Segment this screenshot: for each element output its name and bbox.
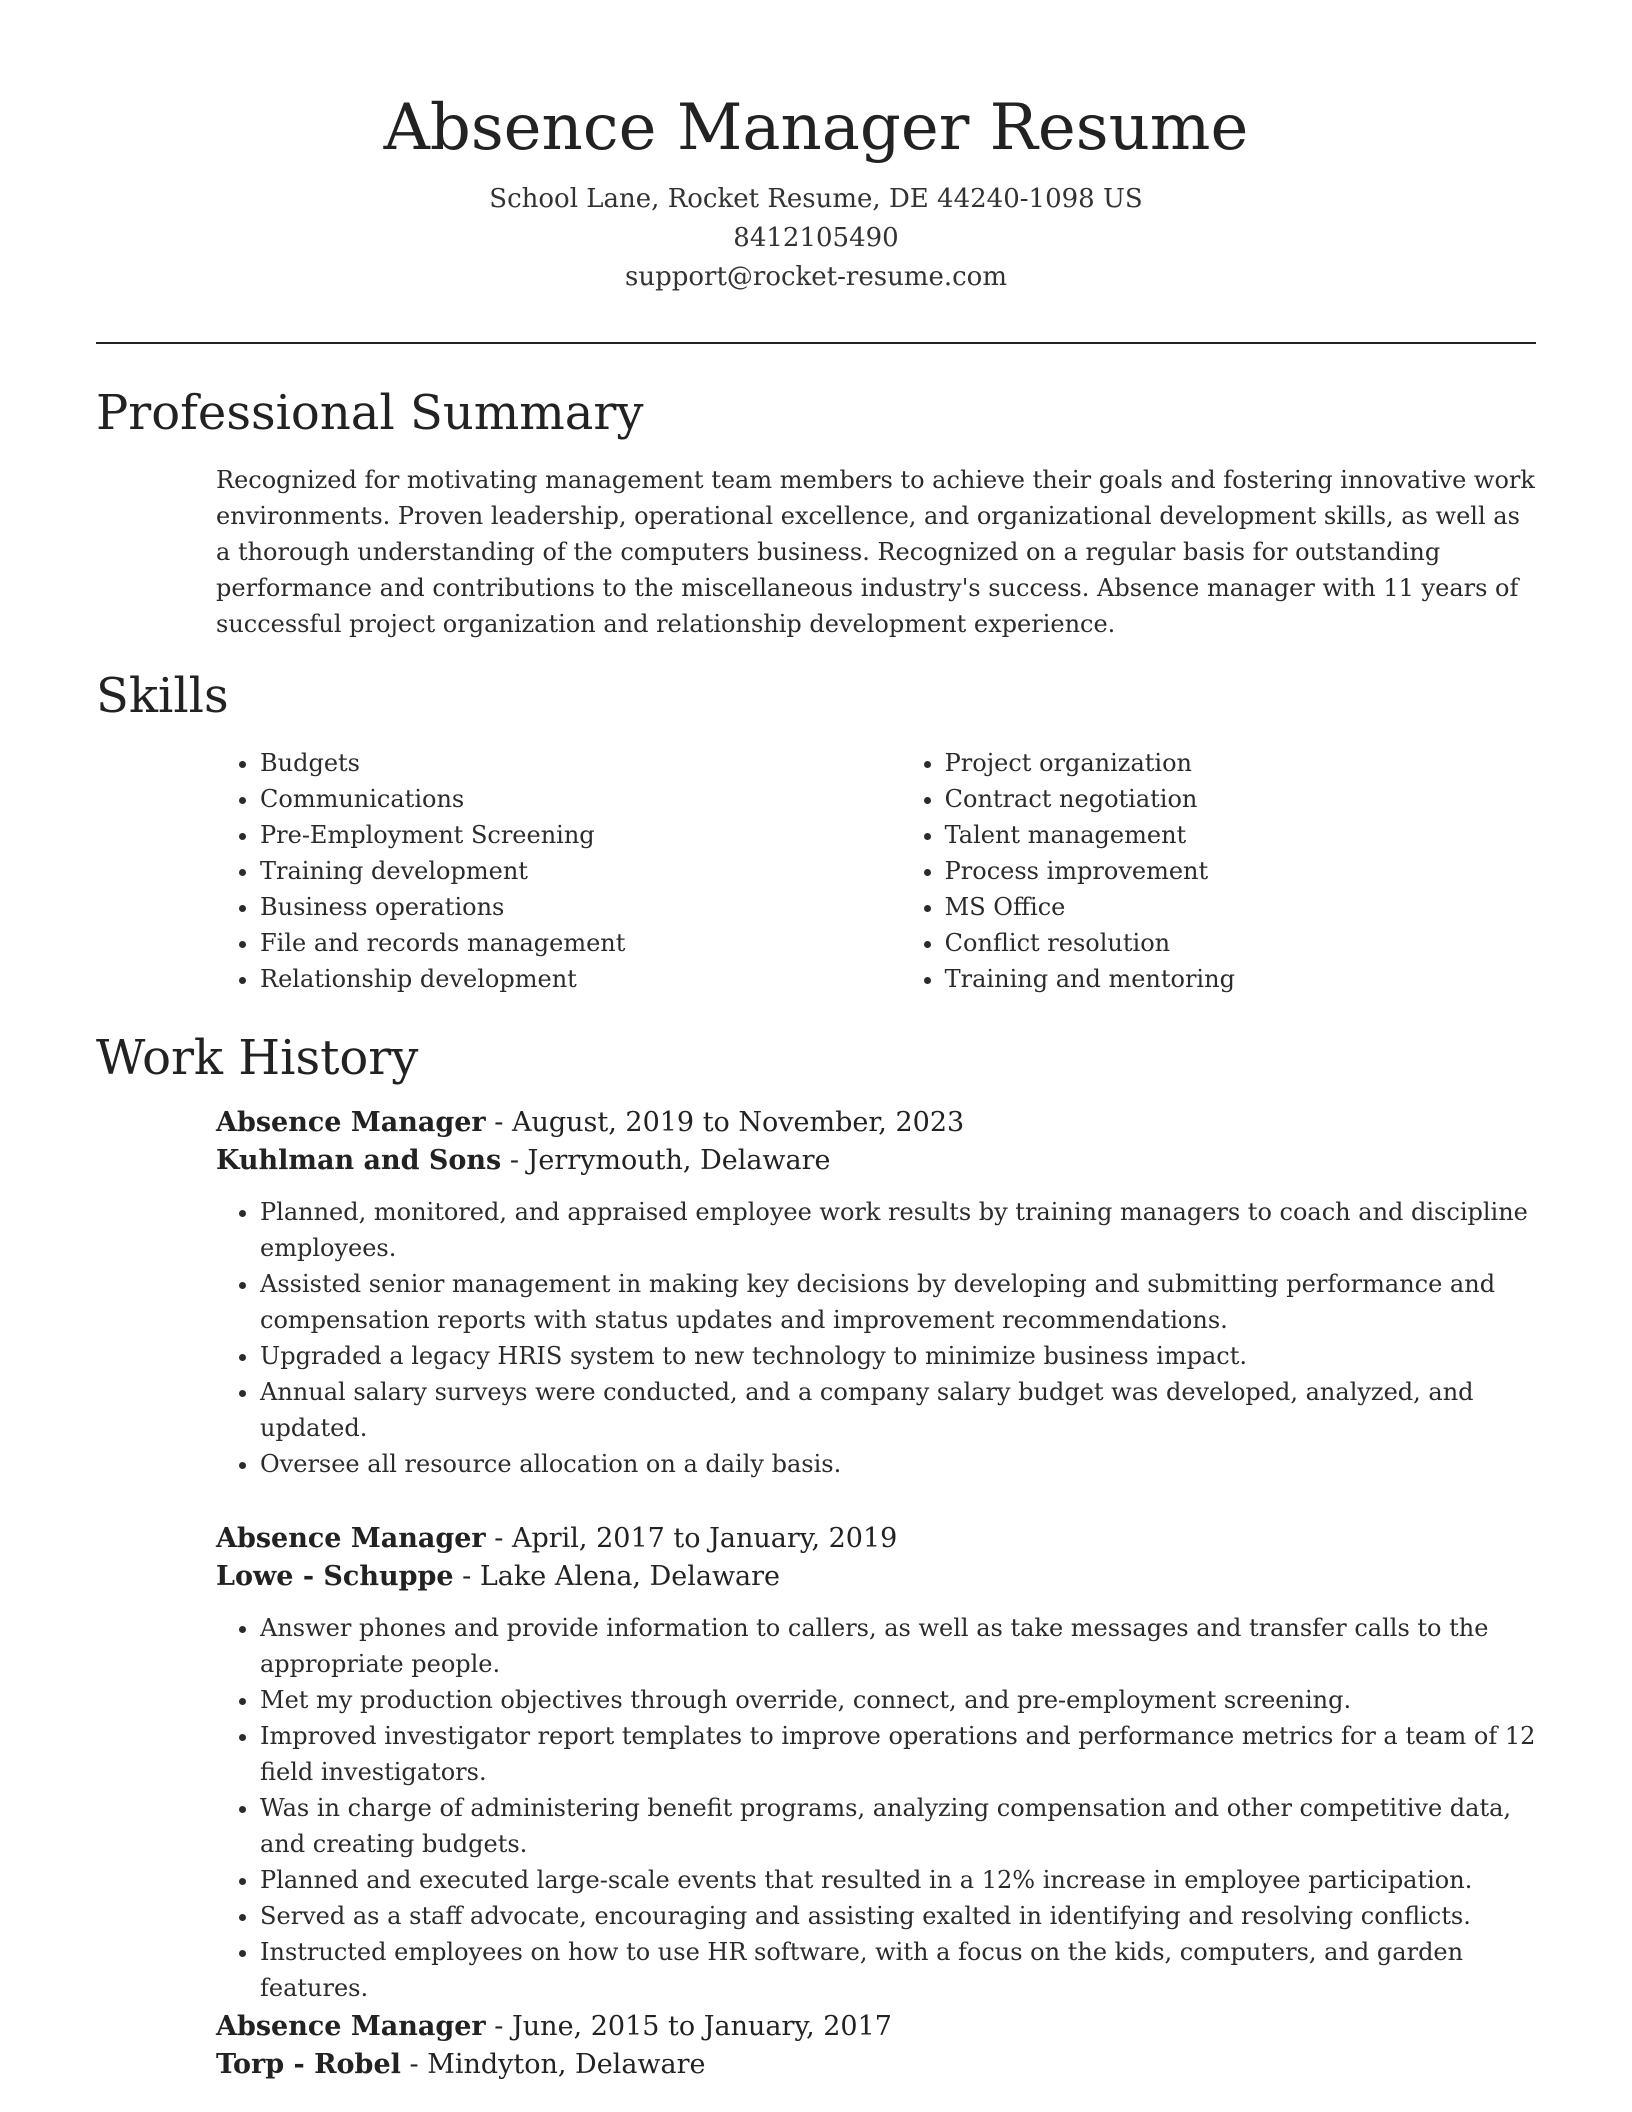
job-location: Jerrymouth, Delaware bbox=[527, 1145, 831, 1176]
job-bullet: • Planned, monitored, and appraised employee work results by training managers to coach and discipline employees. bbox=[260, 1194, 1536, 1266]
skill-item: • Relationship development bbox=[260, 961, 901, 997]
contact-phone: 8412105490 bbox=[733, 223, 899, 253]
job-entry bbox=[216, 1520, 1536, 2006]
job-bullet: • Served as a staff advocate, encouraging and assisting exalted in identifying and resolving conflicts. bbox=[260, 1898, 1536, 1934]
job-company-line bbox=[216, 2046, 1536, 2084]
job-bullet: • Oversee all resource allocation on a daily basis. bbox=[260, 1446, 1536, 1482]
job-separator: - bbox=[509, 1145, 528, 1176]
job-role: Absence Manager bbox=[216, 1523, 486, 1554]
job-company: Lowe - Schuppe bbox=[216, 1561, 454, 1592]
job-bullet: • Upgraded a legacy HRIS system to new technology to minimize business impact. bbox=[260, 1338, 1536, 1374]
job-bullet: • Answer phones and provide information to callers, as well as take messages and transfer calls to the appropriate people. bbox=[260, 1610, 1536, 1682]
skills-column-right bbox=[901, 745, 1536, 997]
job-separator: - bbox=[494, 2011, 512, 2042]
header-divider bbox=[96, 342, 1536, 344]
job-separator: - bbox=[494, 1523, 512, 1554]
summary-heading: Professional Summary bbox=[96, 385, 644, 441]
skill-item: • Training development bbox=[260, 853, 901, 889]
job-company: Kuhlman and Sons bbox=[216, 1145, 502, 1176]
job-separator: - bbox=[409, 2049, 428, 2080]
job-company-line bbox=[216, 1142, 1536, 1180]
job-bullets bbox=[216, 1194, 1536, 1482]
job-title-line bbox=[216, 2008, 1536, 2046]
job-bullet: • Met my production objectives through override, connect, and pre-employment screening. bbox=[260, 1682, 1536, 1718]
skill-item: • Pre-Employment Screening bbox=[260, 817, 901, 853]
resume-header bbox=[96, 82, 1536, 297]
skill-item: • Process improvement bbox=[945, 853, 1536, 889]
summary-text: Recognized for motivating management team members to achieve their goals and fostering innovative work environments. Proven leadership, operational excellence, and organizational development skills, as well as a thorough understanding of the computers business. Recognized on a regular basis for outstanding performance and contributions to the miscellaneous industry's success. Absence manager with 11 years of successful project organization and relationship development experience. bbox=[216, 466, 1535, 638]
job-dates: August, 2019 to November, 2023 bbox=[511, 1107, 965, 1138]
job-bullet: • Improved investigator report templates to improve operations and performance metrics for a team of 12 field investigators. bbox=[260, 1718, 1536, 1790]
job-role: Absence Manager bbox=[216, 2011, 486, 2042]
resume-title: Absence Manager Resume bbox=[383, 91, 1249, 165]
job-dates: June, 2015 to January, 2017 bbox=[511, 2011, 892, 2042]
job-entry bbox=[216, 1104, 1536, 1482]
job-role: Absence Manager bbox=[216, 1107, 486, 1138]
skills-list bbox=[216, 745, 1536, 997]
job-separator: - bbox=[462, 1561, 480, 1592]
skill-item: • Communications bbox=[260, 781, 901, 817]
job-separator: - bbox=[494, 1107, 512, 1138]
job-entry bbox=[216, 2008, 1536, 2084]
job-location: Mindyton, Delaware bbox=[427, 2049, 706, 2080]
skill-item: • Business operations bbox=[260, 889, 901, 925]
job-bullet: • Was in charge of administering benefit programs, analyzing compensation and other competitive data, and creating budgets. bbox=[260, 1790, 1536, 1862]
job-bullet: • Instructed employees on how to use HR software, with a focus on the kids, computers, and garden features. bbox=[260, 1934, 1536, 2006]
job-bullet: • Assisted senior management in making key decisions by developing and submitting performance and compensation reports with status updates and improvement recommendations. bbox=[260, 1266, 1536, 1338]
skill-item: • Talent management bbox=[945, 817, 1536, 853]
job-title-line bbox=[216, 1520, 1536, 1558]
skills-heading: Skills bbox=[96, 668, 229, 724]
contact-info bbox=[96, 180, 1536, 297]
contact-address: School Lane, Rocket Resume, DE 44240-1098 US bbox=[489, 184, 1143, 214]
job-company-line bbox=[216, 1558, 1536, 1596]
skills-column-left bbox=[216, 745, 901, 997]
job-bullets bbox=[216, 1610, 1536, 2006]
skill-item: • Project organization bbox=[945, 745, 1536, 781]
skill-item: • Conflict resolution bbox=[945, 925, 1536, 961]
job-title-line bbox=[216, 1104, 1536, 1142]
skill-item: • File and records management bbox=[260, 925, 901, 961]
job-company: Torp - Robel bbox=[216, 2049, 401, 2080]
work-history-heading: Work History bbox=[96, 1030, 419, 1086]
skill-item: • Budgets bbox=[260, 745, 901, 781]
contact-email: support@rocket-resume.com bbox=[624, 262, 1007, 292]
skill-item: • Contract negotiation bbox=[945, 781, 1536, 817]
skill-item: • Training and mentoring bbox=[945, 961, 1536, 997]
job-bullet: • Planned and executed large-scale events that resulted in a 12% increase in employee participation. bbox=[260, 1862, 1536, 1898]
skill-item: • MS Office bbox=[945, 889, 1536, 925]
job-bullet: • Annual salary surveys were conducted, and a company salary budget was developed, analyzed, and updated. bbox=[260, 1374, 1536, 1446]
job-location: Lake Alena, Delaware bbox=[479, 1561, 781, 1592]
job-dates: April, 2017 to January, 2019 bbox=[511, 1523, 898, 1554]
